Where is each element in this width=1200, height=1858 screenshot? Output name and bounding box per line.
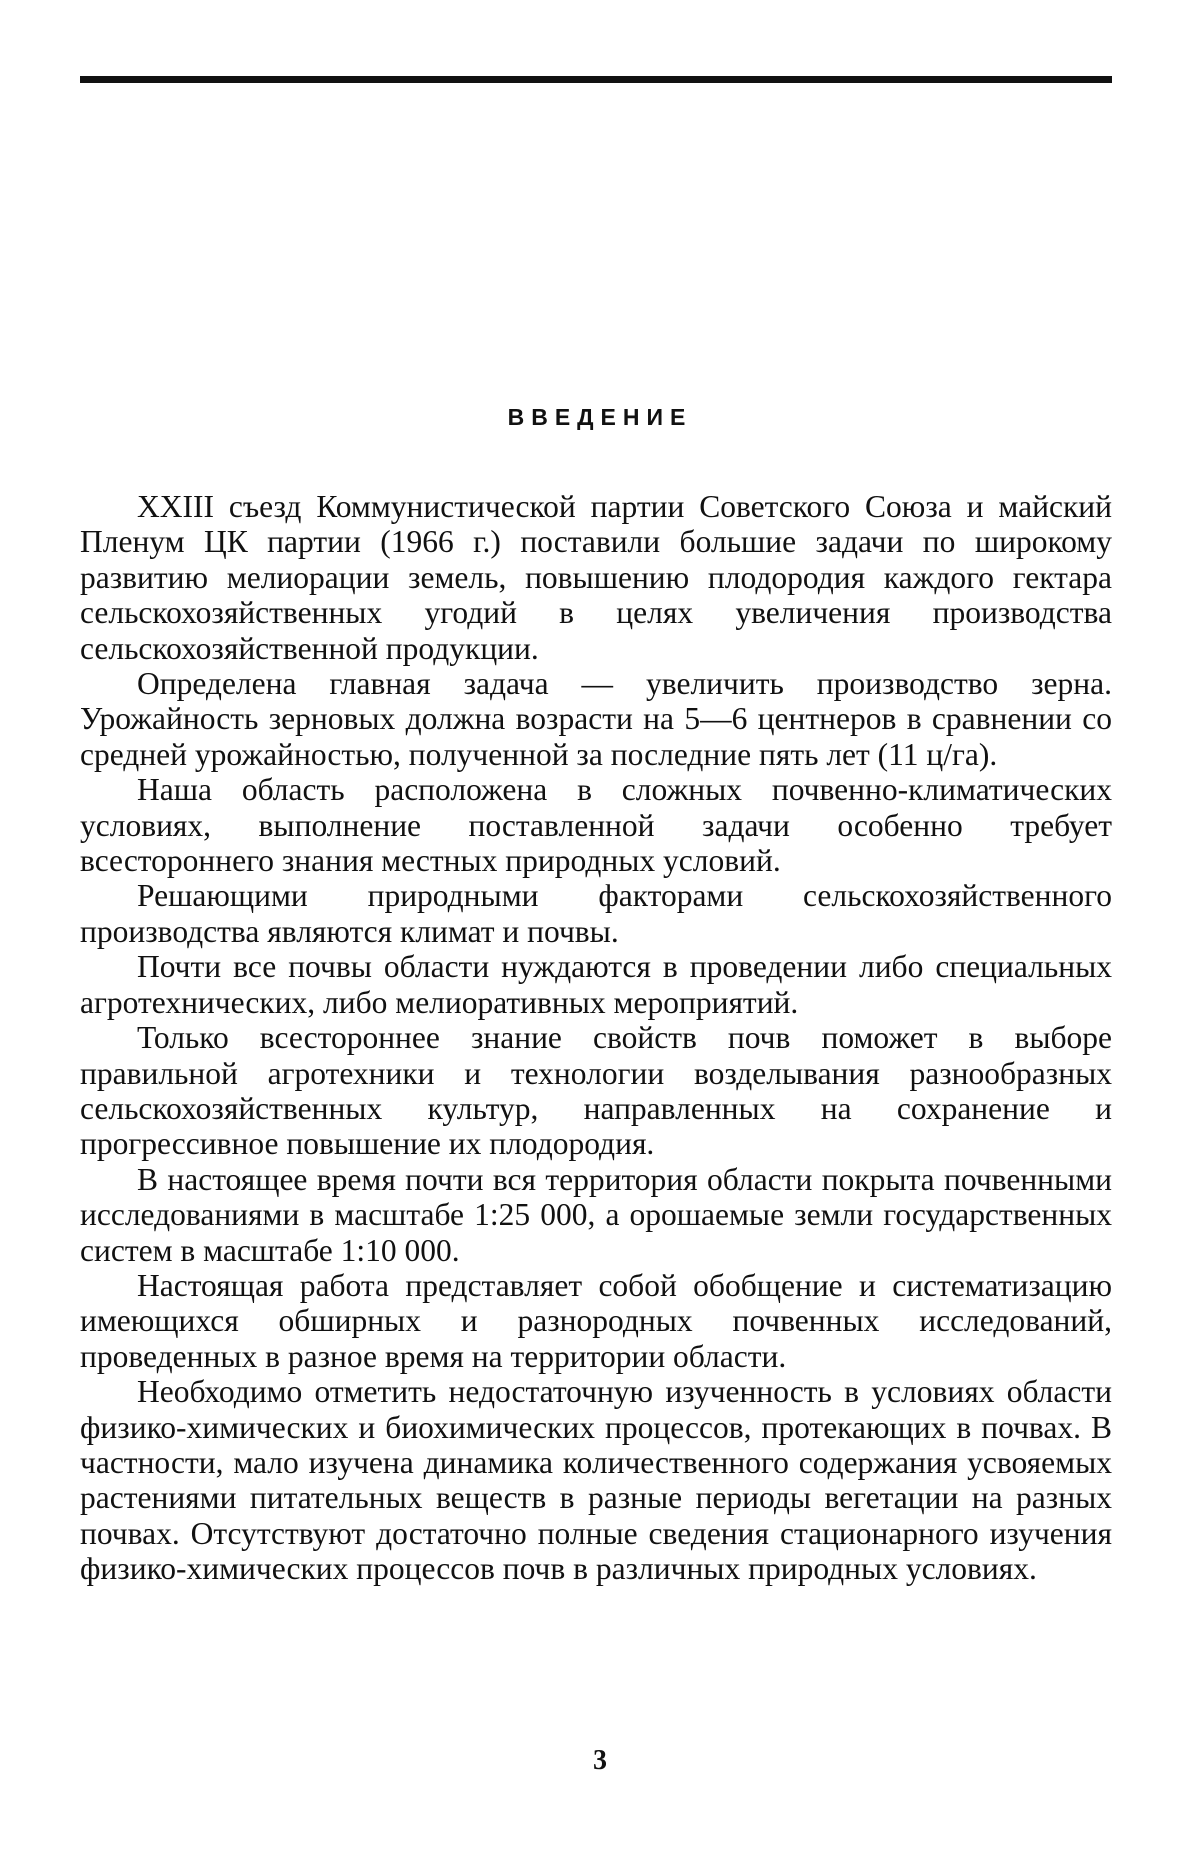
- paragraph: Наша область расположена в сложных почвенно-климатических условиях, выполнение поставленной задачи особенно требует всестороннего знания местных природных условий.: [80, 772, 1112, 879]
- body-text: [80, 489, 1112, 1587]
- paragraph: В настоящее время почти вся территория области покрыта почвенными исследованиями в масштабе 1:25 000, а орошаемые земли государственных систем в масштабе 1:10 000.: [80, 1161, 1112, 1268]
- paragraph: Только всестороннее знание свойств почв поможет в выборе правильной агротехники и технологии возделывания разнообразных сельскохозяйственных культур, направленных на сохранение и прогрессивное повышение их плодородия.: [80, 1020, 1112, 1162]
- top-rule: [80, 76, 1112, 83]
- paragraph: XXIII съезд Коммунистической партии Советского Союза и майский Пленум ЦК партии (1966 г.) поставили большие задачи по широкому развитию мелиорации земель, повышению плодородия каждого гектара сельскохозяйственных угодий в целях увеличения производства сельскохозяйственной продукции.: [80, 489, 1112, 666]
- paragraph: Почти все почвы области нуждаются в проведении либо специальных агротехнических, либо мелиоративных мероприятий.: [80, 949, 1112, 1020]
- paragraph: Настоящая работа представляет собой обобщение и систематизацию имеющихся обширных и разнородных почвенных исследований, проведенных в разное время на территории области.: [80, 1267, 1112, 1374]
- paragraph: Определена главная задача — увеличить производство зерна. Урожайность зерновых должна возрасти на 5—6 центнеров в сравнении со средней урожайностью, полученной за последние пять лет (11 ц/га).: [80, 666, 1112, 772]
- paragraph: Решающими природными факторами сельскохозяйственного производства являются климат и почвы.: [80, 878, 1112, 949]
- chapter-heading: ВВЕДЕНИЕ: [507, 404, 693, 430]
- paragraph: Необходимо отметить недостаточную изученность в условиях области физико-химических и биохимических процессов, протекающих в почвах. В частности, мало изучена динамика количественного содержания усвояемых растениями питательных веществ в разные периоды вегетации на разных почвах. Отсутствуют достаточно полные сведения стационарного изучения физико-химических процессов почв в различных природных условиях.: [80, 1374, 1112, 1587]
- page-number: 3: [593, 1745, 607, 1776]
